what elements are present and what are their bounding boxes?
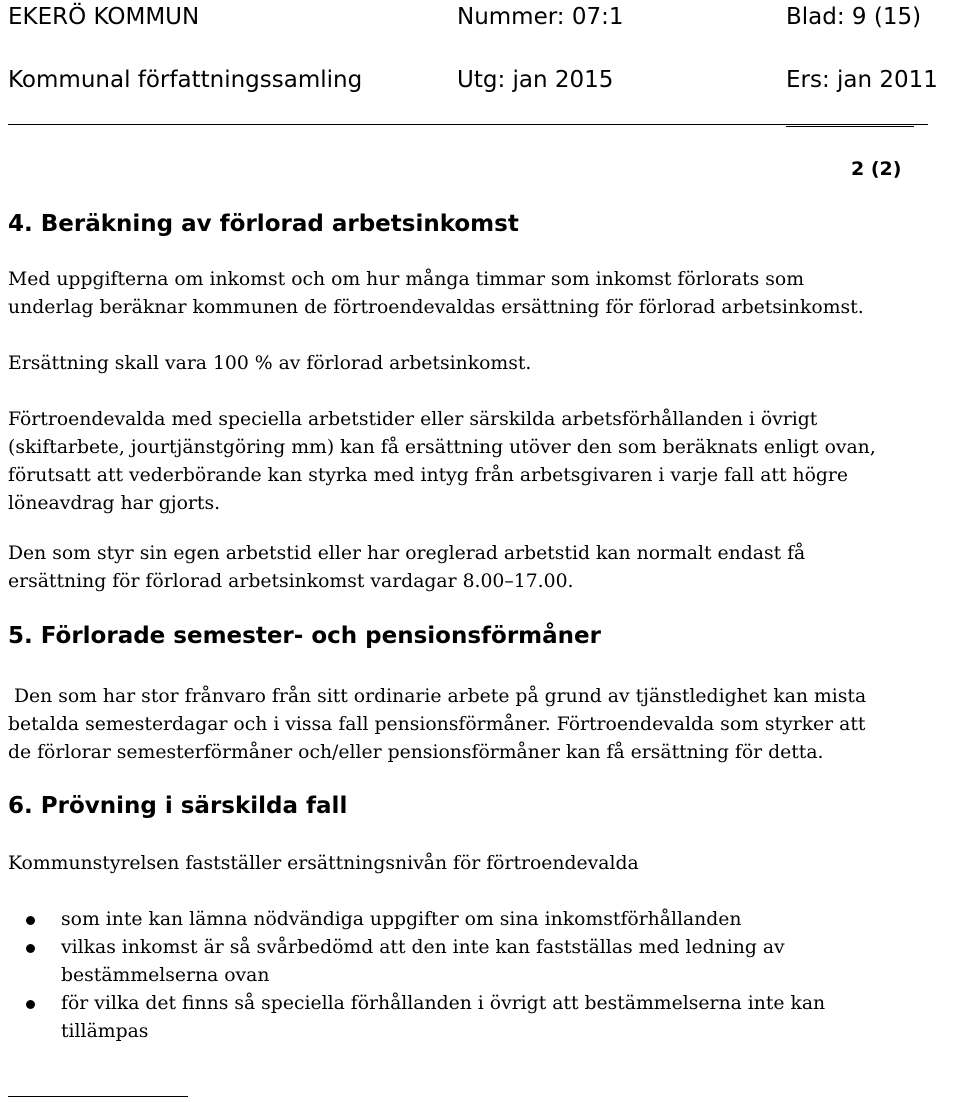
issued-date: Utg: jan 2015: [457, 67, 614, 93]
text-line: Den som styr sin egen arbetstid eller har oreglerad arbetstid kan normalt endast få: [8, 543, 806, 564]
replaces-date: Ers: jan 2011: [786, 67, 938, 93]
header-rule: [8, 124, 928, 125]
text-line: tillämpas: [61, 1021, 149, 1042]
text-line: förutsatt att vederbörande kan styrka med intyg från arbetsgivaren i varje fall att högre: [8, 465, 848, 486]
section-4-paragraph-2: [8, 350, 960, 378]
text-line: underlag beräknar kommunen de förtroendevaldas ersättning för förlorad arbetsinkomst.: [8, 297, 864, 318]
text-line: löneavdrag har gjorts.: [8, 493, 221, 514]
document-number: Nummer: 07:1: [457, 4, 624, 30]
sheet-number: Blad: 9 (15): [786, 4, 922, 30]
page-number: 2 (2): [851, 158, 902, 180]
list-item: [0, 906, 960, 934]
bullet-icon: [26, 916, 35, 925]
criteria-list: [0, 906, 960, 1046]
org-name: EKERÖ KOMMUN: [8, 4, 200, 30]
text-line: Med uppgifterna om inkomst och om hur många timmar som inkomst förlorats som: [8, 269, 805, 290]
text-line: Kommunstyrelsen fastställer ersättningsnivån för förtroendevalda: [8, 853, 639, 874]
section-5-paragraph: [8, 683, 960, 767]
section-6-intro: [8, 850, 960, 878]
bullet-icon: [26, 944, 35, 953]
section-4-paragraph-4: [8, 540, 960, 596]
text-line: bestämmelserna ovan: [61, 965, 270, 986]
text-line: de förlorar semesterförmåner och/eller pensionsförmåner kan få ersättning för detta.: [8, 742, 824, 763]
section-4-paragraph-1: [8, 266, 960, 322]
bullet-icon: [26, 1000, 35, 1009]
footnote-separator: [8, 1096, 188, 1097]
text-line: vilkas inkomst är så svårbedömd att den inte kan fastställas med ledning av: [61, 937, 785, 958]
text-line: Ersättning skall vara 100 % av förlorad arbetsinkomst.: [8, 353, 532, 374]
list-item: [0, 990, 960, 1046]
text-line: ersättning för förlorad arbetsinkomst vardagar 8.00–17.00.: [8, 571, 574, 592]
text-line: Den som har stor frånvaro från sitt ordinarie arbete på grund av tjänstledighet kan mista: [8, 686, 867, 707]
text-line: betalda semesterdagar och i vissa fall pensionsförmåner. Förtroendevalda som styrker att: [8, 714, 866, 735]
section-5-heading: 5. Förlorade semester- och pensionsförmåner: [8, 623, 601, 649]
text-line: som inte kan lämna nödvändiga uppgifter om sina inkomstförhållanden: [61, 909, 742, 930]
section-4-paragraph-3: [8, 406, 960, 518]
text-line: (skiftarbete, jourtjänstgöring mm) kan få ersättning utöver den som beräknats enligt ovan,: [8, 437, 876, 458]
section-6-heading: 6. Prövning i särskilda fall: [8, 793, 348, 819]
header-rule-accent: [786, 126, 914, 127]
collection-title: Kommunal författningssamling: [8, 67, 363, 93]
text-line: Förtroendevalda med speciella arbetstider eller särskilda arbetsförhållanden i övrigt: [8, 409, 818, 430]
list-item: [0, 934, 960, 990]
text-line: för vilka det finns så speciella förhållanden i övrigt att bestämmelserna inte kan: [61, 993, 826, 1014]
section-4-heading: 4. Beräkning av förlorad arbetsinkomst: [8, 211, 519, 237]
